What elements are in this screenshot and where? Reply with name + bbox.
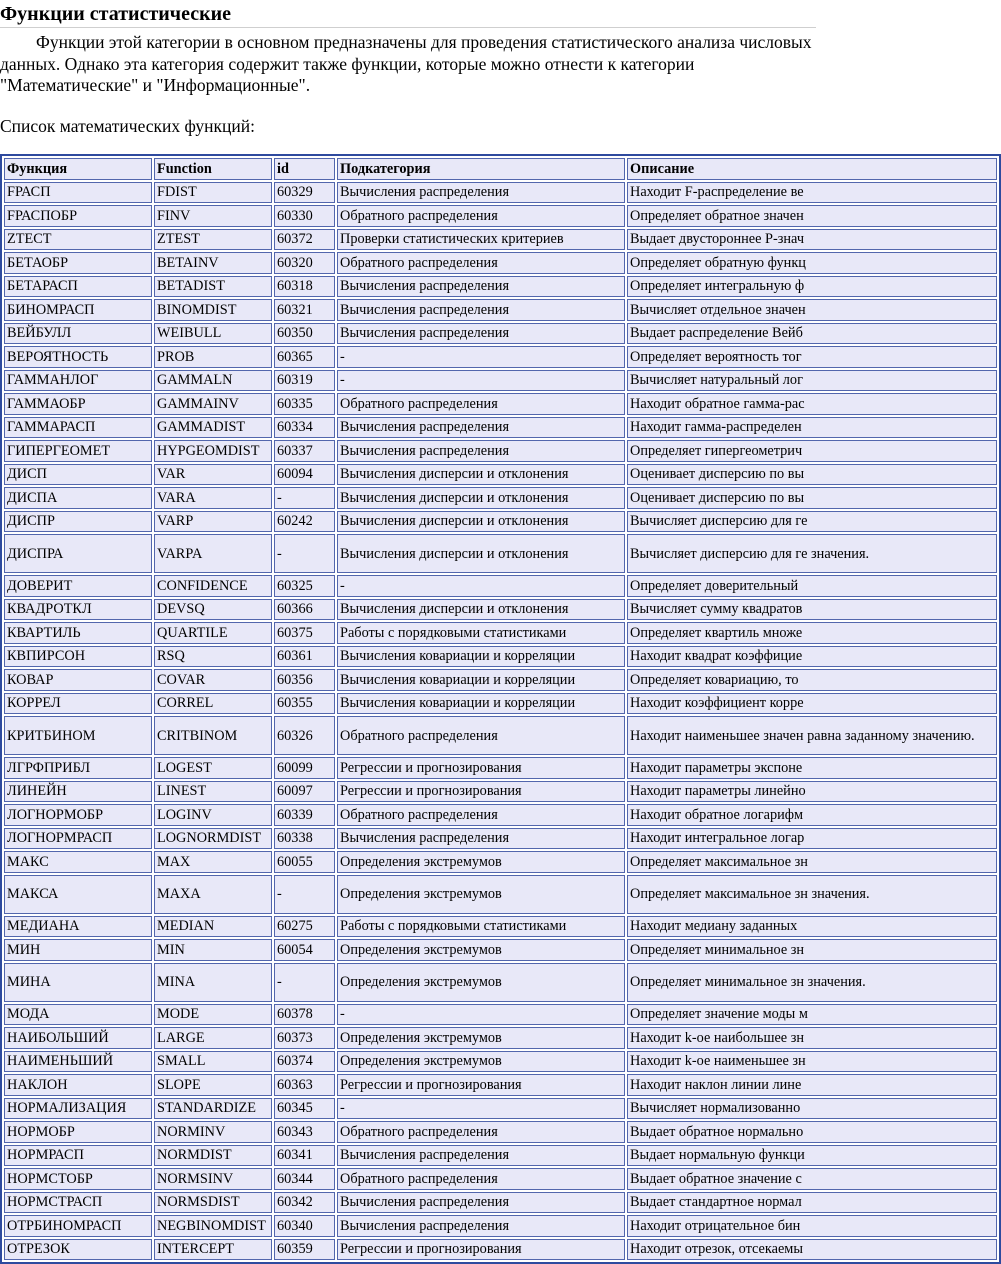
cell-description: Определяет ковариацию, то xyxy=(627,669,997,691)
cell-function-en: BETAINV xyxy=(154,252,272,274)
cell-id: 60275 xyxy=(274,916,335,938)
cell-id: - xyxy=(274,963,335,1002)
cell-id: 60374 xyxy=(274,1051,335,1073)
cell-id: 60321 xyxy=(274,299,335,321)
cell-function-en: NORMDIST xyxy=(154,1145,272,1167)
table-row xyxy=(4,182,997,204)
cell-id: 60355 xyxy=(274,693,335,715)
cell-function-ru: ГАММАНЛОГ xyxy=(4,370,152,392)
cell-description: Находит обратное гамма-рас xyxy=(627,393,997,415)
cell-id: - xyxy=(274,875,335,914)
cell-id: 60054 xyxy=(274,939,335,961)
cell-description: Определяет интегральную ф xyxy=(627,276,997,298)
table-row xyxy=(4,511,997,533)
cell-subcategory: Работы с порядковыми статистиками xyxy=(337,916,625,938)
cell-function-en: MODE xyxy=(154,1004,272,1026)
cell-function-ru: БЕТАРАСП xyxy=(4,276,152,298)
cell-description: Находит гамма-распределен xyxy=(627,417,997,439)
table-row xyxy=(4,440,997,462)
table-header-row xyxy=(4,158,997,180)
cell-function-ru: ДИСП xyxy=(4,464,152,486)
cell-subcategory: Вычисления распределения xyxy=(337,828,625,850)
cell-function-ru: ЛИНЕЙН xyxy=(4,781,152,803)
cell-description: Выдает обратное значение с xyxy=(627,1168,997,1190)
cell-id: 60094 xyxy=(274,464,335,486)
cell-subcategory: Регрессии и прогнозирования xyxy=(337,757,625,779)
intro-text: Функции этой категории в основном предназначены для проведения статистического анализа числовых данных. Однако эта категория содержит также функции, которые можно отнести к категории "Математические" и "Информационные". xyxy=(0,32,812,95)
table-row xyxy=(4,464,997,486)
cell-function-ru: КВПИРСОН xyxy=(4,646,152,668)
cell-id: 60350 xyxy=(274,323,335,345)
cell-function-en: LOGNORMDIST xyxy=(154,828,272,850)
cell-function-ru: БЕТАОБР xyxy=(4,252,152,274)
cell-function-ru: НАИБОЛЬШИЙ xyxy=(4,1027,152,1049)
cell-subcategory: Вычисления ковариации и корреляции xyxy=(337,646,625,668)
cell-function-ru: НОРМРАСП xyxy=(4,1145,152,1167)
cell-subcategory: - xyxy=(337,1004,625,1026)
table-row xyxy=(4,299,997,321)
cell-subcategory: Обратного распределения xyxy=(337,804,625,826)
cell-id: 60343 xyxy=(274,1121,335,1143)
cell-function-en: LOGEST xyxy=(154,757,272,779)
cell-subcategory: Вычисления ковариации и корреляции xyxy=(337,669,625,691)
cell-id: 60320 xyxy=(274,252,335,274)
cell-function-en: SMALL xyxy=(154,1051,272,1073)
cell-description: Выдает стандартное нормал xyxy=(627,1192,997,1214)
table-row xyxy=(4,487,997,509)
table-body xyxy=(4,182,997,1261)
cell-description: Находит F-распределение ве xyxy=(627,182,997,204)
table-row xyxy=(4,1121,997,1143)
cell-id: 60097 xyxy=(274,781,335,803)
cell-subcategory: - xyxy=(337,370,625,392)
table-row xyxy=(4,1004,997,1026)
cell-function-en: GAMMAINV xyxy=(154,393,272,415)
table-row xyxy=(4,599,997,621)
cell-subcategory: Обратного распределения xyxy=(337,716,625,755)
cell-function-en: LARGE xyxy=(154,1027,272,1049)
cell-subcategory: Определения экстремумов xyxy=(337,851,625,873)
cell-function-en: QUARTILE xyxy=(154,622,272,644)
cell-function-ru: БИНОМРАСП xyxy=(4,299,152,321)
cell-function-en: BETADIST xyxy=(154,276,272,298)
table-row xyxy=(4,622,997,644)
cell-subcategory: Проверки статистических критериев xyxy=(337,229,625,251)
cell-subcategory: - xyxy=(337,575,625,597)
cell-function-en: HYPGEOMDIST xyxy=(154,440,272,462)
cell-subcategory: Вычисления дисперсии и отклонения xyxy=(337,464,625,486)
cell-function-ru: FРАСПОБР xyxy=(4,205,152,227)
intro-paragraph xyxy=(0,32,816,97)
cell-id: 60319 xyxy=(274,370,335,392)
cell-function-en: LOGINV xyxy=(154,804,272,826)
cell-function-en: GAMMALN xyxy=(154,370,272,392)
cell-function-ru: ВЕРОЯТНОСТЬ xyxy=(4,346,152,368)
cell-description: Определяет минимальное зн xyxy=(627,939,997,961)
cell-function-en: LINEST xyxy=(154,781,272,803)
cell-subcategory: Регрессии и прогнозирования xyxy=(337,1239,625,1261)
cell-subcategory: - xyxy=(337,346,625,368)
cell-subcategory: Определения экстремумов xyxy=(337,875,625,914)
cell-function-ru: МАКС xyxy=(4,851,152,873)
cell-function-en: WEIBULL xyxy=(154,323,272,345)
cell-description: Находит интегральное логар xyxy=(627,828,997,850)
cell-function-en: VAR xyxy=(154,464,272,486)
cell-id: 60055 xyxy=(274,851,335,873)
cell-function-ru: НАИМЕНЬШИЙ xyxy=(4,1051,152,1073)
cell-id: 60318 xyxy=(274,276,335,298)
table-row xyxy=(4,963,997,1002)
cell-function-en: BINOMDIST xyxy=(154,299,272,321)
cell-description: Находит обратное логарифм xyxy=(627,804,997,826)
cell-subcategory: Обратного распределения xyxy=(337,393,625,415)
cell-function-ru: МИН xyxy=(4,939,152,961)
cell-description: Определяет квартиль множе xyxy=(627,622,997,644)
cell-function-en: MAXA xyxy=(154,875,272,914)
cell-id: 60337 xyxy=(274,440,335,462)
cell-description: Выдает двустороннее P-знач xyxy=(627,229,997,251)
table-row xyxy=(4,393,997,415)
cell-id: 60356 xyxy=(274,669,335,691)
cell-function-ru: ОТРБИНОМРАСП xyxy=(4,1215,152,1237)
cell-description: Вычисляет отдельное значен xyxy=(627,299,997,321)
cell-function-en: NORMSINV xyxy=(154,1168,272,1190)
cell-description: Определяет гипергеометрич xyxy=(627,440,997,462)
cell-function-ru: ДИСПР xyxy=(4,511,152,533)
table-row xyxy=(4,1098,997,1120)
cell-description: Определяет значение моды м xyxy=(627,1004,997,1026)
cell-function-ru: ДИСПА xyxy=(4,487,152,509)
table-row xyxy=(4,575,997,597)
cell-id: 60359 xyxy=(274,1239,335,1261)
cell-subcategory: Вычисления распределения xyxy=(337,1215,625,1237)
cell-function-ru: ЛОГНОРМОБР xyxy=(4,804,152,826)
cell-subcategory: Вычисления дисперсии и отклонения xyxy=(337,511,625,533)
cell-function-en: MAX xyxy=(154,851,272,873)
cell-description: Выдает нормальную функци xyxy=(627,1145,997,1167)
cell-function-en: RSQ xyxy=(154,646,272,668)
table-row xyxy=(4,205,997,227)
table-row xyxy=(4,1051,997,1073)
cell-description: Определяет максимальное зн xyxy=(627,851,997,873)
cell-function-ru: ВЕЙБУЛЛ xyxy=(4,323,152,345)
cell-subcategory: Работы с порядковыми статистиками xyxy=(337,622,625,644)
table-row xyxy=(4,1074,997,1096)
cell-function-ru: ДОВЕРИТ xyxy=(4,575,152,597)
cell-description: Определяет обратную функц xyxy=(627,252,997,274)
cell-description: Находит медиану заданных xyxy=(627,916,997,938)
cell-function-en: CRITBINOM xyxy=(154,716,272,755)
cell-function-ru: МОДА xyxy=(4,1004,152,1026)
cell-function-en: FDIST xyxy=(154,182,272,204)
cell-id: 60342 xyxy=(274,1192,335,1214)
table-row xyxy=(4,252,997,274)
cell-subcategory: Регрессии и прогнозирования xyxy=(337,781,625,803)
cell-function-ru: МАКСА xyxy=(4,875,152,914)
cell-function-en: MIN xyxy=(154,939,272,961)
cell-subcategory: Вычисления распределения xyxy=(337,417,625,439)
cell-id: 60373 xyxy=(274,1027,335,1049)
cell-function-en: GAMMADIST xyxy=(154,417,272,439)
cell-function-ru: ГАММАОБР xyxy=(4,393,152,415)
table-row xyxy=(4,851,997,873)
cell-function-en: SLOPE xyxy=(154,1074,272,1096)
cell-description: Находит отрезок, отсекаемы xyxy=(627,1239,997,1261)
cell-subcategory: Вычисления распределения xyxy=(337,440,625,462)
table-row xyxy=(4,939,997,961)
cell-function-ru: КОВАР xyxy=(4,669,152,691)
cell-function-ru: НОРМОБР xyxy=(4,1121,152,1143)
table-row xyxy=(4,669,997,691)
cell-subcategory: Вычисления дисперсии и отклонения xyxy=(337,534,625,573)
cell-description: Оценивает дисперсию по вы xyxy=(627,464,997,486)
cell-subcategory: Обратного распределения xyxy=(337,1168,625,1190)
cell-id: - xyxy=(274,487,335,509)
cell-function-en: VARPA xyxy=(154,534,272,573)
cell-id: 60099 xyxy=(274,757,335,779)
cell-function-en: NEGBINOMDIST xyxy=(154,1215,272,1237)
cell-function-ru: FРАСП xyxy=(4,182,152,204)
functions-table xyxy=(0,154,1001,1264)
cell-function-en: MINA xyxy=(154,963,272,1002)
table-row xyxy=(4,875,997,914)
cell-subcategory: Вычисления распределения xyxy=(337,276,625,298)
cell-function-ru: ДИСПРА xyxy=(4,534,152,573)
cell-subcategory: Вычисления распределения xyxy=(337,182,625,204)
cell-function-ru: ЛОГНОРМРАСП xyxy=(4,828,152,850)
table-row xyxy=(4,1215,997,1237)
cell-function-en: ZTEST xyxy=(154,229,272,251)
table-row xyxy=(4,1168,997,1190)
cell-id: 60378 xyxy=(274,1004,335,1026)
table-row xyxy=(4,781,997,803)
cell-description: Находит параметры экспоне xyxy=(627,757,997,779)
cell-description: Вычисляет натуральный лог xyxy=(627,370,997,392)
table-row xyxy=(4,828,997,850)
page-title: Функции статистические xyxy=(0,2,816,28)
cell-description: Вычисляет нормализованно xyxy=(627,1098,997,1120)
cell-subcategory: Обратного распределения xyxy=(337,1121,625,1143)
cell-id: - xyxy=(274,534,335,573)
cell-description: Оценивает дисперсию по вы xyxy=(627,487,997,509)
cell-function-en: NORMINV xyxy=(154,1121,272,1143)
cell-function-en: INTERCEPT xyxy=(154,1239,272,1261)
cell-description: Определяет минимальное зн значения. xyxy=(627,963,997,1002)
cell-subcategory: Определения экстремумов xyxy=(337,1027,625,1049)
cell-subcategory: Вычисления распределения xyxy=(337,323,625,345)
cell-function-ru: ГИПЕРГЕОМЕТ xyxy=(4,440,152,462)
cell-function-ru: КРИТБИНОМ xyxy=(4,716,152,755)
cell-description: Находит наклон линии лине xyxy=(627,1074,997,1096)
cell-id: 60329 xyxy=(274,182,335,204)
cell-description: Находит k-ое наименьшее зн xyxy=(627,1051,997,1073)
cell-id: 60325 xyxy=(274,575,335,597)
table-row xyxy=(4,757,997,779)
table-row xyxy=(4,534,997,573)
cell-subcategory: Вычисления ковариации и корреляции xyxy=(337,693,625,715)
table-row xyxy=(4,1027,997,1049)
cell-subcategory: Регрессии и прогнозирования xyxy=(337,1074,625,1096)
cell-id: 60334 xyxy=(274,417,335,439)
cell-description: Вычисляет дисперсию для ге значения. xyxy=(627,534,997,573)
cell-id: 60361 xyxy=(274,646,335,668)
cell-function-en: FINV xyxy=(154,205,272,227)
cell-function-ru: НОРМАЛИЗАЦИЯ xyxy=(4,1098,152,1120)
cell-description: Находит квадрат коэффицие xyxy=(627,646,997,668)
cell-description: Определяет максимальное зн значения. xyxy=(627,875,997,914)
cell-description: Выдает обратное нормально xyxy=(627,1121,997,1143)
cell-id: 60339 xyxy=(274,804,335,826)
header-subcategory: Подкатегория xyxy=(337,158,625,180)
cell-description: Находит наименьшее значен равна заданному значению. xyxy=(627,716,997,755)
cell-description: Находит k-ое наибольшее зн xyxy=(627,1027,997,1049)
table-row xyxy=(4,1239,997,1261)
cell-subcategory: Обратного распределения xyxy=(337,205,625,227)
cell-function-en: STANDARDIZE xyxy=(154,1098,272,1120)
cell-id: 60363 xyxy=(274,1074,335,1096)
cell-id: 60344 xyxy=(274,1168,335,1190)
cell-id: 60366 xyxy=(274,599,335,621)
cell-subcategory: Вычисления распределения xyxy=(337,299,625,321)
cell-function-ru: МЕДИАНА xyxy=(4,916,152,938)
cell-id: 60375 xyxy=(274,622,335,644)
cell-id: 60330 xyxy=(274,205,335,227)
cell-subcategory: - xyxy=(337,1098,625,1120)
cell-function-en: PROB xyxy=(154,346,272,368)
cell-description: Находит параметры линейно xyxy=(627,781,997,803)
cell-subcategory: Вычисления распределения xyxy=(337,1192,625,1214)
cell-subcategory: Определения экстремумов xyxy=(337,1051,625,1073)
header-id: id xyxy=(274,158,335,180)
cell-id: 60326 xyxy=(274,716,335,755)
table-row xyxy=(4,716,997,755)
cell-function-en: CONFIDENCE xyxy=(154,575,272,597)
cell-id: 60242 xyxy=(274,511,335,533)
cell-description: Вычисляет дисперсию для ге xyxy=(627,511,997,533)
table-row xyxy=(4,693,997,715)
cell-description: Находит отрицательное бин xyxy=(627,1215,997,1237)
table-row xyxy=(4,276,997,298)
table-row xyxy=(4,1145,997,1167)
cell-description: Вычисляет сумму квадратов xyxy=(627,599,997,621)
cell-function-ru: ГАММАРАСП xyxy=(4,417,152,439)
cell-id: 60372 xyxy=(274,229,335,251)
cell-function-en: MEDIAN xyxy=(154,916,272,938)
table-row xyxy=(4,229,997,251)
cell-subcategory: Вычисления дисперсии и отклонения xyxy=(337,599,625,621)
cell-subcategory: Определения экстремумов xyxy=(337,939,625,961)
list-label: Список математических функций: xyxy=(0,116,256,136)
cell-description: Определяет вероятность тог xyxy=(627,346,997,368)
table-viewport xyxy=(0,154,975,1258)
cell-function-ru: НОРМСТРАСП xyxy=(4,1192,152,1214)
cell-function-ru: ОТРЕЗОК xyxy=(4,1239,152,1261)
cell-function-en: CORREL xyxy=(154,693,272,715)
cell-id: 60340 xyxy=(274,1215,335,1237)
cell-function-ru: НАКЛОН xyxy=(4,1074,152,1096)
cell-description: Находит коэффициент корре xyxy=(627,693,997,715)
table-row xyxy=(4,370,997,392)
cell-function-en: NORMSDIST xyxy=(154,1192,272,1214)
cell-function-en: COVAR xyxy=(154,669,272,691)
cell-subcategory: Определения экстремумов xyxy=(337,963,625,1002)
table-row xyxy=(4,646,997,668)
table-row xyxy=(4,323,997,345)
cell-function-ru: ЛГРФПРИБЛ xyxy=(4,757,152,779)
cell-function-en: VARA xyxy=(154,487,272,509)
cell-subcategory: Вычисления распределения xyxy=(337,1145,625,1167)
cell-id: 60335 xyxy=(274,393,335,415)
cell-function-en: VARP xyxy=(154,511,272,533)
cell-function-ru: НОРМСТОБР xyxy=(4,1168,152,1190)
cell-description: Выдает распределение Вейб xyxy=(627,323,997,345)
cell-description: Определяет доверительный xyxy=(627,575,997,597)
cell-function-ru: КОРРЕЛ xyxy=(4,693,152,715)
cell-id: 60338 xyxy=(274,828,335,850)
table-row xyxy=(4,417,997,439)
header-function-en: Function xyxy=(154,158,272,180)
cell-subcategory: Вычисления дисперсии и отклонения xyxy=(337,487,625,509)
cell-function-ru: КВАДРОТКЛ xyxy=(4,599,152,621)
cell-function-ru: КВАРТИЛЬ xyxy=(4,622,152,644)
cell-function-ru: МИНА xyxy=(4,963,152,1002)
cell-id: 60345 xyxy=(274,1098,335,1120)
cell-id: 60365 xyxy=(274,346,335,368)
cell-function-en: DEVSQ xyxy=(154,599,272,621)
cell-function-ru: ZТЕСТ xyxy=(4,229,152,251)
table-row xyxy=(4,916,997,938)
table-row xyxy=(4,346,997,368)
table-row xyxy=(4,804,997,826)
cell-subcategory: Обратного распределения xyxy=(337,252,625,274)
cell-description: Определяет обратное значен xyxy=(627,205,997,227)
table-row xyxy=(4,1192,997,1214)
cell-id: 60341 xyxy=(274,1145,335,1167)
header-function-ru: Функция xyxy=(4,158,152,180)
header-description: Описание xyxy=(627,158,997,180)
